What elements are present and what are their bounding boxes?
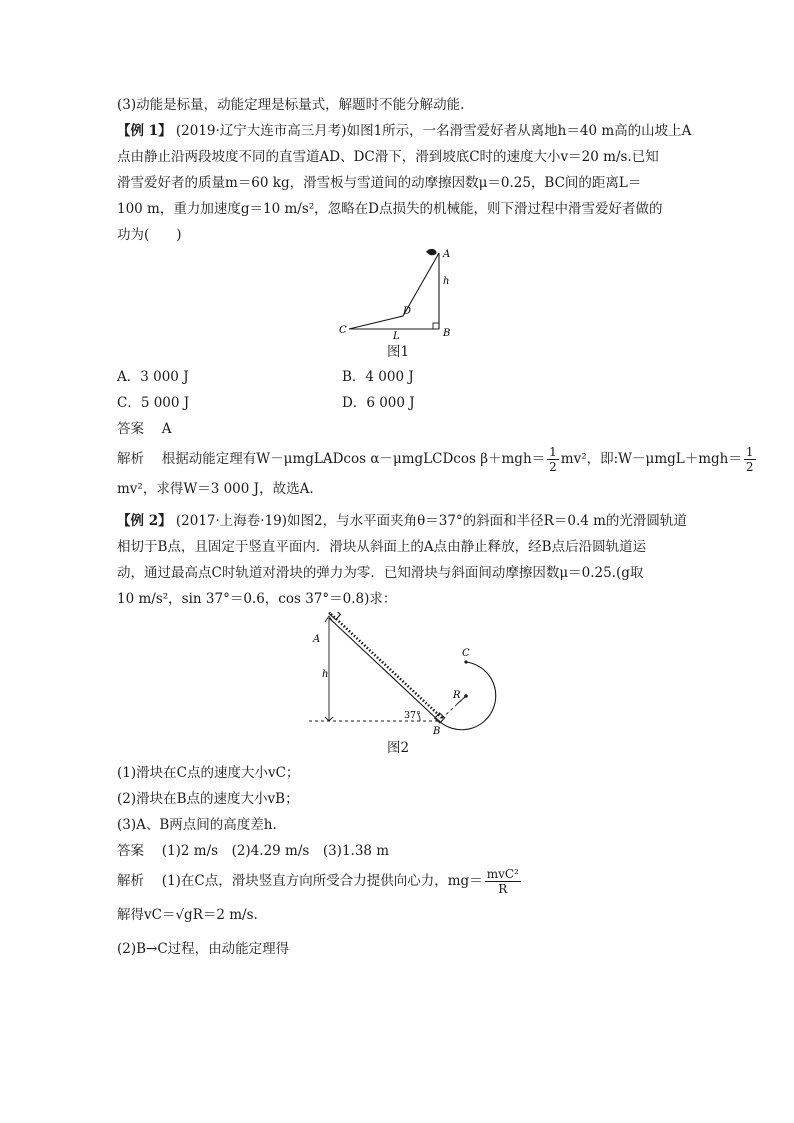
circle-center-dot <box>464 694 468 698</box>
example2-tag: 【例 2】 <box>117 513 172 529</box>
fig2-label-h: h <box>322 669 329 680</box>
figure-2-caption: 图2 <box>386 740 410 756</box>
example2-analysis-line-1 <box>117 864 679 898</box>
example2-problem-line: 相切于B点，且固定于竖直平面内．滑块从斜面上的A点由静止释放，经B点后沿圆轨道运 <box>117 539 647 555</box>
analysis-text: (1)在C点，滑块竖直方向所受合力提供向心力，mg＝ <box>161 873 483 889</box>
option-d: D．6 000 J <box>342 395 415 411</box>
figure-1 <box>117 248 679 340</box>
fraction-half: $\frac{1}{2}$ <box>549 445 557 474</box>
example1-problem-line: 滑雪爱好者的质量m＝60 kg，滑雪板与雪道间的动摩擦因数μ＝0.25，BC间的距离L＝ <box>117 175 642 191</box>
example1-problem-line: 功为( ) <box>117 227 182 243</box>
example2-problem-line: 10 m/s²，sin 37°＝0.6，cos 37°＝0.8)求： <box>117 591 397 607</box>
page-content <box>117 92 754 966</box>
example1-problem-line: 100 m，重力加速度g＝10 m/s²，忽略在D点损失的机械能，则下滑过程中滑雪爱好者做的 <box>117 201 663 217</box>
analysis-label: 解析 <box>117 451 144 467</box>
fig2-label-angle: 37° <box>404 710 421 721</box>
example1-analysis-tail: mv²，求得W＝3 000 J，故选A. <box>117 481 314 497</box>
answer-value: A <box>161 421 172 437</box>
intro-note: (3)动能是标量，动能定理是标量式，解题时不能分解动能. <box>117 97 465 113</box>
analysis-label: 解析 <box>117 873 144 889</box>
fig2-label-a: A <box>313 634 321 645</box>
fig1-label-l: L <box>393 331 400 340</box>
example1-line-1 <box>117 118 692 144</box>
example2-problem-line: 动，通过最高点C时轨道对滑块的弹力为零．已知滑块与斜面间动摩擦因数μ＝0.25.(g取 <box>117 565 644 581</box>
analysis-text-1: 根据动能定理有W－μmgLADcos α－μmgLCDcos β＋mgh＝ <box>161 451 546 467</box>
answer-label: 答案 <box>117 843 144 859</box>
fig1-label-h: h <box>443 276 450 287</box>
example1-analysis <box>117 442 754 476</box>
example2-analysis-line-3: (2)B→C过程，由动能定理得 <box>117 941 290 957</box>
skier-icon <box>426 249 437 255</box>
example2-analysis-line-2: 解得vC＝√gR＝2 m/s. <box>117 907 258 923</box>
fraction-centripetal: $\frac{\text{mvC²}}{R}$ <box>486 867 519 896</box>
options-row-1 <box>117 364 679 390</box>
option-a: A．3 000 J <box>117 369 189 385</box>
answer-label: 答案 <box>117 421 144 437</box>
fig2-label-c: C <box>462 648 470 659</box>
question-1: (1)滑块在C点的速度大小vC； <box>117 765 300 781</box>
question-3: (3)A、B两点间的高度差h. <box>117 817 277 833</box>
example1-problem-line: (2019·辽宁大连市高三月考)如图1所示，一名滑雪爱好者从离地h＝40 m高的山坡上A <box>175 123 692 139</box>
fig1-label-d: D <box>403 306 412 317</box>
example1-answer <box>117 416 679 442</box>
example2-line-1 <box>117 508 687 534</box>
fraction-half: $\frac{1}{2}$ <box>745 445 754 474</box>
example2-answer <box>117 838 679 864</box>
analysis-text-2: mv²，即:W－μmgL＋mgh＝ <box>560 451 742 467</box>
figure-2 <box>117 612 679 736</box>
fig1-label-b: B <box>443 328 451 339</box>
figure-1-diagram <box>117 248 679 340</box>
fig1-label-c: C <box>339 325 347 336</box>
option-c: C．5 000 J <box>117 395 190 411</box>
answer-value: (1)2 m/s (2)4.29 m/s (3)1.38 m <box>161 843 390 859</box>
example1-problem-line: 点由静止沿两段坡度不同的直雪道AD、DC滑下，滑到坡底C时的速度大小v＝20 m/s.已知 <box>117 149 659 165</box>
question-2: (2)滑块在B点的速度大小vB； <box>117 791 299 807</box>
fig2-label-r: R <box>453 690 461 701</box>
fig1-label-a: A <box>443 249 451 260</box>
figure-2-diagram <box>117 612 679 736</box>
figure-1-caption: 图1 <box>386 344 410 360</box>
example1-tag: 【例 1】 <box>117 123 172 139</box>
top-point-dot <box>464 660 467 663</box>
fig2-label-b: B <box>433 726 441 736</box>
option-b: B．4 000 J <box>342 369 414 385</box>
options-row-2 <box>117 390 679 416</box>
example2-problem-line: (2017·上海卷·19)如图2，与水平面夹角θ＝37°的斜面和半径R＝0.4 m的光滑圆轨道 <box>175 513 687 529</box>
